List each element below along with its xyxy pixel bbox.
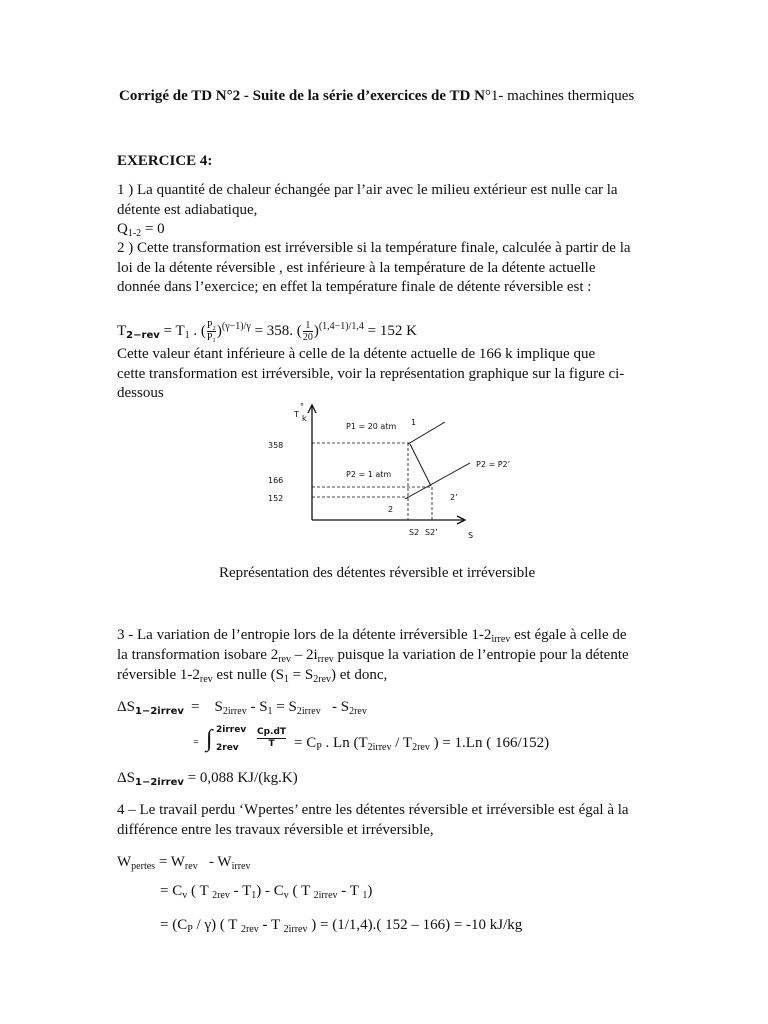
eq3-rhs — [294, 733, 549, 753]
eq5-rev-sub: rev — [184, 861, 198, 872]
p4-l3-sub3: 2rev — [313, 674, 332, 685]
p2-line3: donnée dans l’exercice; en effet la température finale de détente réversible est : — [117, 279, 592, 295]
fraction-1-20-num: 1 — [305, 320, 311, 331]
eq2-minus-s1-sub: 1 — [267, 706, 273, 717]
equation-wpertes — [117, 852, 250, 872]
eq6-e-sub: 2irrev — [313, 890, 338, 901]
eq7-c: - T — [258, 917, 284, 933]
eq7-d: ) = (1/1,4).( 152 – 166) = -10 kJ/kg — [307, 917, 523, 933]
eq1-lhs: T — [117, 322, 127, 339]
eq6-a: = C — [160, 883, 183, 899]
figure-caption: Représentation des détentes réversible et irréversible — [219, 565, 536, 581]
p3-line2: cette transformation est irréversible, voir la représentation graphique sur la figure ci- — [117, 366, 625, 382]
eq5-w: W — [117, 854, 132, 870]
p1-line1: 1 ) La quantité de chaleur échangée par l’air avec le milieu extérieur est nulle car la — [117, 182, 618, 198]
p4-l3-sub2: 1 — [283, 674, 289, 685]
eq3-rhs4: ) = 1.Ln ( 166/152) — [429, 735, 550, 751]
p5-line2: différence entre les travaux réversible et irréversible, — [117, 822, 434, 838]
eq3-rhs1: = C — [294, 735, 317, 751]
eq3-cp-sub: P — [316, 742, 322, 753]
p4-l3a: réversible 1-2 — [117, 667, 200, 683]
integral-sign: ∫ — [206, 726, 213, 752]
eq1-exponent-1: (γ−1)/γ — [221, 320, 251, 332]
title-bold: Corrigé de TD N°2 - Suite de la série d’exercices de TD N — [119, 88, 485, 104]
point-2-label: 2 — [388, 505, 394, 514]
eq5-irrev-sub: irrev — [231, 861, 251, 872]
eq5-w-sub: pertes — [131, 861, 156, 872]
p4-l2c: puisque la variation de l’entropie pour la détente — [333, 647, 629, 663]
eq7-b-sub: 2rev — [240, 924, 259, 935]
eq6-f-sub: 1 — [362, 890, 368, 901]
exercise-heading: EXERCICE 4: — [117, 153, 213, 169]
eq2-s1-sub: 2irrev — [222, 706, 247, 717]
eq1-rhs: = 152 K — [363, 322, 417, 339]
title-rest: °1- machines thermiques — [484, 88, 635, 104]
eq1-dot: . ( — [189, 322, 206, 339]
eq6-a-sub: v — [182, 890, 188, 901]
fraction-p2-p1-den: P₁ — [206, 332, 216, 343]
eq5-equals: = W — [155, 854, 185, 870]
eq7-c-sub: 2irrev — [283, 924, 308, 935]
eq3-rhs3: / T — [391, 735, 413, 751]
document-title — [119, 86, 634, 106]
eq3-t-sub1: 2irrev — [367, 742, 392, 753]
p4-line3 — [117, 665, 387, 685]
integral-lower: 2rev — [216, 743, 239, 753]
equation-delta-s — [117, 697, 184, 717]
eq2-equals: = — [191, 699, 200, 715]
eq6-g: ) — [367, 883, 373, 899]
isobar-low-label: P2 = 1 atm — [346, 470, 392, 479]
eq6-b-sub: 2rev — [212, 890, 230, 901]
p4-line2 — [117, 645, 629, 665]
tick-166: 166 — [268, 476, 284, 485]
eq1-t1: = T — [159, 322, 185, 339]
point-1-label: 1 — [411, 418, 417, 427]
eq2-minus: - S — [328, 699, 350, 715]
fraction-p2-p1 — [207, 320, 216, 343]
p4-l1-sub: irrev — [491, 634, 511, 645]
eq3-rhs2: . Ln (T — [321, 735, 368, 751]
p4-l2b: – 2i — [290, 647, 318, 663]
p4-line1 — [117, 625, 627, 645]
ts-diagram — [262, 400, 562, 545]
eq2-equals-2: = S — [272, 699, 297, 715]
eq4-delta-sub: 1−2irrev — [135, 777, 184, 788]
fraction-p2-p1-num: P₂ — [206, 320, 216, 331]
p2-line1: 2 ) Cette transformation est irréversible si la température finale, calculée à partir de la — [117, 240, 631, 256]
isobar-high-label: P1 = 20 atm — [346, 422, 397, 431]
process-1-2prime — [410, 444, 431, 486]
eq6-d-sub: v — [283, 890, 289, 901]
integrand-den: T — [257, 738, 286, 750]
x-axis-label: S — [468, 531, 474, 540]
equation-t2rev: $T_{2-rev} = T_1$ . ( $\frac{\text{P₂}}{\text{P₁}}$ )$^{(\gamma-1)/\gamma}$ = 358. ( $\frac{1}{20}$ )$^{(1,4-1)/1,4}$ = 152 K — [117, 320, 417, 343]
eq2-delta: ΔS — [117, 699, 135, 715]
q-symbol: Q — [117, 221, 128, 237]
p4-l1a: 3 - La variation de l’entropie lors de la détente irréversible 1-2 — [117, 627, 492, 643]
eq4-delta: ΔS — [117, 770, 135, 786]
eq6-f: - T — [337, 883, 363, 899]
eq6-e: ( T — [288, 883, 314, 899]
eq2-minus-sub: 2rev — [349, 706, 367, 717]
isobar-low-label-right: P2 = P2’ — [476, 460, 511, 469]
p4-l2-sub2: rrev — [317, 654, 334, 665]
tick-358: 358 — [268, 441, 284, 450]
integral-upper: 2irrev — [216, 725, 247, 735]
p2-line2: loi de la détente réversible , est inférieure à la température de la détente actuelle — [117, 260, 596, 276]
p4-l3d: ) et donc, — [331, 667, 388, 683]
eq6-c: - T — [229, 883, 252, 899]
equation-result — [160, 915, 522, 935]
eq1-t1-sub: 1 — [184, 329, 190, 341]
y-axis-sub: k — [302, 414, 307, 423]
integrand — [256, 727, 287, 750]
y-axis-sup: ° — [300, 402, 304, 411]
p4-l2a: la transformation isobare 2 — [117, 647, 279, 663]
eq1-lhs-sub: 2−rev — [126, 329, 160, 341]
eq1-mid: = 358. ( — [250, 322, 302, 339]
eq3-equals: = — [193, 737, 199, 748]
eq4-value: = 0,088 KJ/(kg.K) — [183, 770, 298, 786]
point-2prime-label: 2’ — [450, 493, 458, 502]
equation-delta-s-value — [117, 768, 298, 788]
eq7-a-sub: P — [187, 924, 193, 935]
eq1-exponent-2: (1,4−1)/1,4 — [318, 320, 364, 332]
eq3-t-sub2: 2rev — [412, 742, 430, 753]
eq6-b: ( T — [187, 883, 213, 899]
y-axis-label: T — [294, 410, 299, 419]
tick-152: 152 — [268, 494, 284, 503]
equation-delta-s-rhs — [191, 697, 367, 717]
p4-l3b: est nulle (S — [212, 667, 284, 683]
fraction-1-20-den: 20 — [302, 332, 313, 343]
p3-line3: dessous — [117, 385, 164, 401]
p4-l3c: = S — [288, 667, 314, 683]
eq5-minus: - W — [205, 854, 232, 870]
tick-s2: S2 — [409, 528, 420, 537]
eq7-a: = (C — [160, 917, 188, 933]
p4-l1b: est égale à celle de — [510, 627, 627, 643]
p3-line1: Cette valeur étant inférieure à celle de la détente actuelle de 166 k implique que — [117, 346, 596, 362]
tick-s2prime: S2’ — [425, 528, 438, 537]
equation-cv — [160, 881, 372, 901]
eq2-minus-s1: - S — [246, 699, 268, 715]
integrand-fraction — [257, 727, 286, 750]
p4-l3-sub: rev — [199, 674, 213, 685]
eq2-s2-sub: 2irrev — [296, 706, 321, 717]
eq7-b: / γ) ( T — [192, 917, 241, 933]
eq2-delta-sub: 1−2irrev — [135, 706, 184, 717]
isobar-low — [405, 463, 470, 499]
p1-line2: détente est adiabatique, — [117, 202, 258, 218]
eq6-d: ) - C — [256, 883, 284, 899]
q-value: = 0 — [141, 221, 165, 237]
integrand-num: Cp.dT — [257, 727, 287, 737]
q-subscript: 1-2 — [127, 228, 142, 239]
p4-l2-sub1: rev — [278, 654, 291, 665]
eq6-c-sub: 1 — [251, 890, 257, 901]
p1-equation — [117, 219, 165, 239]
eq2-s1: S — [214, 699, 223, 715]
fraction-1-20 — [303, 320, 313, 343]
p5-line1: 4 – Le travail perdu ‘Wpertes’ entre les détentes réversible et irréversible est égal à la — [117, 802, 629, 818]
